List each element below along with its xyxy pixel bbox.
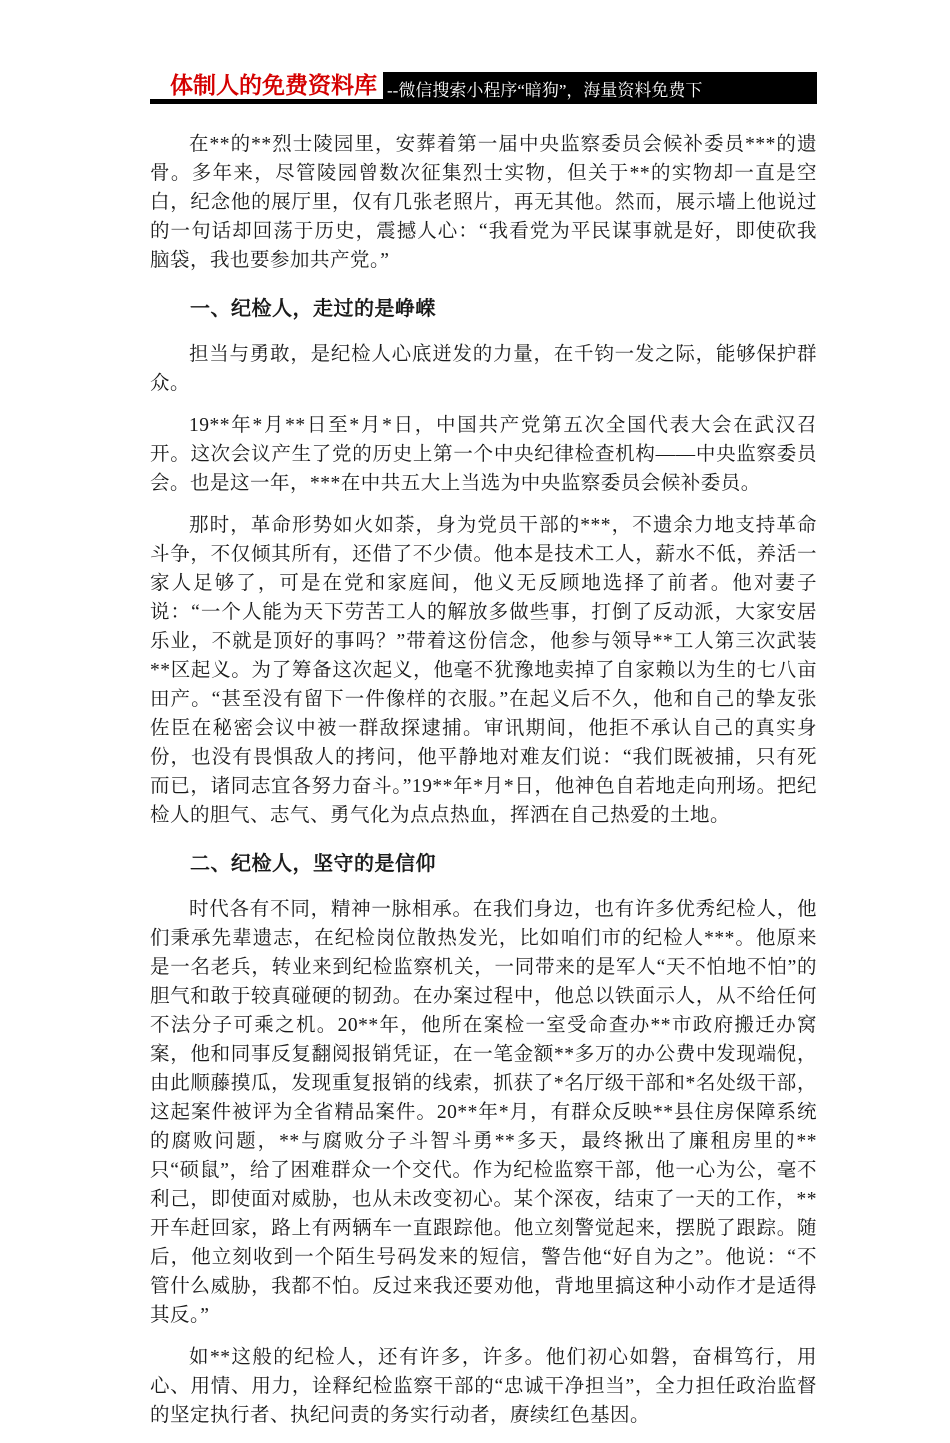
section-heading-1: 一、纪检人，走过的是峥嵘 [190, 298, 436, 320]
header-tagline-text: --微信搜索小程序“暗狗”，海量资料免费下 [387, 80, 703, 100]
site-brand-title: 体制人的免费资料库 [150, 72, 383, 104]
section1-paragraph-2: 19**年*月**日至*月*日，中国共产党第五次全国代表大会在武汉召开。这次会议产生了党的历史上第一个中央纪律检查机构——中央监察委员会。也是这一年，***在中共五大上当选为中央监察委员会候补委员。 [150, 415, 817, 494]
closing-paragraph: 如**这般的纪检人，还有许多，许多。他们初心如磐，奋楫笃行，用心、用情、用力，诠释纪检监察干部的“忠诚干净担当”，全力担任政治监督的坚定执行者、执纪问责的务实行动者，赓续红色基因。 [150, 1347, 817, 1426]
document-body [150, 130, 817, 1430]
section2-paragraph-1: 时代各有不同，精神一脉相承。在我们身边，也有许多优秀纪检人，他们秉承先辈遗志，在纪检岗位散热发光，比如咱们市的纪检人***。他原来是一名老兵，转业来到纪检监察机关，一同带来的是军人“天不怕地不怕”的胆气和敢于较真碰硬的韧劲。在办案过程中，他总以铁面示人，从不给任何不法分子可乘之机。20**年，他所在案检一室受命查办**市政府搬迁办窝案，他和同事反复翻阅报销凭证，在一笔金额**多万的办公费中发现端倪，由此顺藤摸瓜，发现重复报销的线索，抓获了*名厅级干部和*名处级干部，这起案件被评为全省精品案件。20**年*月，有群众反映**县住房保障系统的腐败问题，**与腐败分子斗智斗勇**多天，最终揪出了廉租房里的**只“硕鼠”，给了困难群众一个交代。作为纪检监察干部，他一心为公，毫不利己，即使面对威胁，也从未改变初心。某个深夜，结束了一天的工作，**开车赶回家，路上有两辆车一直跟踪他。他立刻警觉起来，摆脱了跟踪。随后，他立刻收到一个陌生号码发来的短信，警告他“好自为之”。他说：“不管什么威胁，我都不怕。反过来我还要劝他，背地里搞这种小动作才是适得其反。” [150, 899, 817, 1326]
header-banner [150, 72, 817, 104]
section-heading-2: 二、纪检人，坚守的是信仰 [190, 853, 436, 875]
document-page [0, 72, 950, 1430]
intro-paragraph: 在**的**烈士陵园里，安葬着第一届中央监察委员会候补委员***的遗骨。多年来，尽管陵园曾数次征集烈士实物，但关于**的实物却一直是空白，纪念他的展厅里，仅有几张老照片，再无其他。然而，展示墙上他说过的一句话却回荡于历史，震撼人心：“我看党为平民谋事就是好，即使砍我脑袋，我也要参加共产党。” [150, 134, 817, 271]
header-tagline-bar [383, 72, 817, 104]
section1-paragraph-3: 那时，革命形势如火如荼，身为党员干部的***，不遗余力地支持革命斗争，不仅倾其所有，还借了不少债。他本是技术工人，薪水不低，养活一家人足够了，可是在党和家庭间，他义无反顾地选择了前者。他对妻子说：“一个人能为天下劳苦工人的解放多做些事，打倒了反动派，大家安居乐业，不就是顶好的事吗？”带着这份信念，他参与领导**工人第三次武装**区起义。为了筹备这次起义，他毫不犹豫地卖掉了自家赖以为生的七八亩田产。“甚至没有留下一件像样的衣服。”在起义后不久，他和自己的挚友张佐臣在秘密会议中被一群敌探逮捕。审讯期间，他拒不承认自己的真实身份，也没有畏惧敌人的拷问，他平静地对难友们说：“我们既被捕，只有死而已，诸同志宜各努力奋斗。”19**年*月*日，他神色自若地走向刑场。把纪检人的胆气、志气、勇气化为点点热血，挥洒在自己热爱的土地。 [150, 515, 817, 826]
section1-paragraph-1: 担当与勇敢，是纪检人心底迸发的力量，在千钧一发之际，能够保护群众。 [150, 344, 817, 394]
